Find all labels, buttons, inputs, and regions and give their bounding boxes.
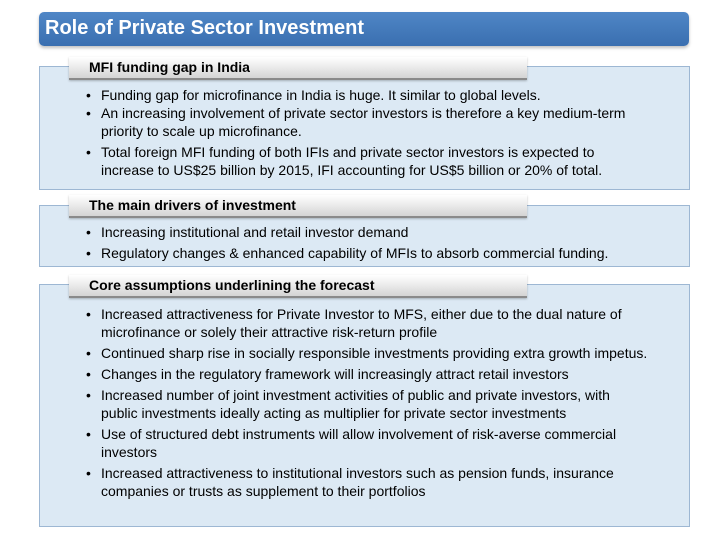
list-item: • An increasing involvement of private sector investors is therefore a key medium-term priority to scale up microfinance.: [85, 104, 650, 140]
list-item: • Increased attractiveness for Private Investor to MFS, either due to the dual nature of microfinance or solely their attractive risk-return profile: [85, 305, 650, 341]
list-item: • Funding gap for microfinance in India is huge. It similar to global levels.: [85, 86, 650, 104]
list-item: • Regulatory changes & enhanced capability of MFIs to absorb commercial funding.: [85, 244, 650, 262]
page-title: Role of Private Sector Investment: [45, 17, 364, 39]
list-item: • Use of structured debt instruments will allow involvement of risk-averse commercial investors: [85, 425, 650, 461]
section-heading: MFI funding gap in India: [89, 59, 250, 75]
list-item: • Increasing institutional and retail investor demand: [85, 223, 650, 241]
section-heading-tab: [69, 57, 527, 80]
list-item: • Changes in the regulatory framework will increasingly attract retail investors: [85, 365, 650, 383]
list-item: • Increased number of joint investment activities of public and private investors, with public investments ideally acting as multiplier for private sector investments: [85, 386, 650, 422]
section-heading: The main drivers of investment: [89, 197, 296, 213]
section-heading: Core assumptions underlining the forecast: [89, 277, 375, 293]
bullet-list: [85, 305, 650, 500]
list-item: • Increased attractiveness to institutional investors such as pension funds, insurance companies or trusts as supplement to their portfolios: [85, 464, 650, 500]
bullet-list: [85, 86, 650, 179]
title-bar: [39, 12, 689, 46]
section-heading-tab: [69, 195, 527, 218]
bullet-list: [85, 223, 650, 262]
list-item: • Continued sharp rise in socially responsible investments providing extra growth impetus.: [85, 344, 650, 362]
section-heading-tab: [69, 275, 527, 298]
list-item: • Total foreign MFI funding of both IFIs and private sector investors is expected to increase to US$25 billion by 2015, IFI accounting for US$5 billion or 20% of total.: [85, 143, 650, 179]
